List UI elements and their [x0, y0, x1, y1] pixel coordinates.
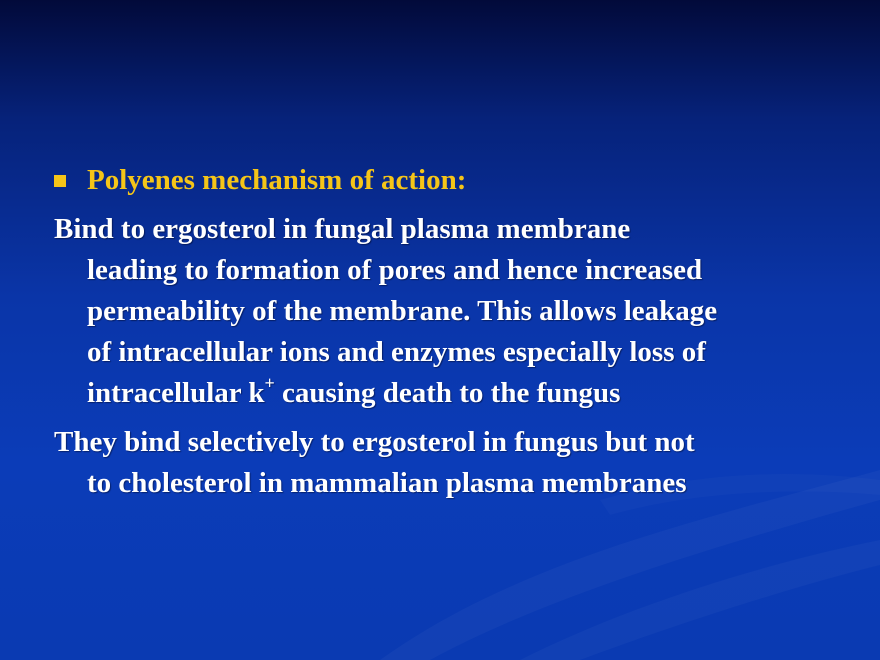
mechanism-paragraph	[54, 209, 844, 414]
slide-heading: Polyenes mechanism of action:	[87, 164, 467, 196]
paragraph-line: to cholesterol in mammalian plasma membranes	[87, 467, 687, 499]
heading-row	[54, 162, 466, 198]
selectivity-paragraph	[54, 422, 844, 504]
paragraph-line: leading to formation of pores and hence increased	[87, 254, 703, 286]
paragraph-line: Bind to ergosterol in fungal plasma membrane	[54, 213, 631, 245]
square-bullet-icon	[54, 175, 66, 187]
line-text-after: causing death to the fungus	[274, 377, 621, 409]
potassium-charge-superscript: +	[264, 373, 275, 394]
paragraph-line: of intracellular ions and enzymes especially loss of	[87, 336, 706, 368]
paragraph-line: They bind selectively to ergosterol in fungus but not	[54, 426, 695, 458]
paragraph-line-last	[54, 373, 844, 414]
line-text-before: intracellular k	[87, 377, 265, 409]
paragraph-line: permeability of the membrane. This allows leakage	[87, 295, 718, 327]
